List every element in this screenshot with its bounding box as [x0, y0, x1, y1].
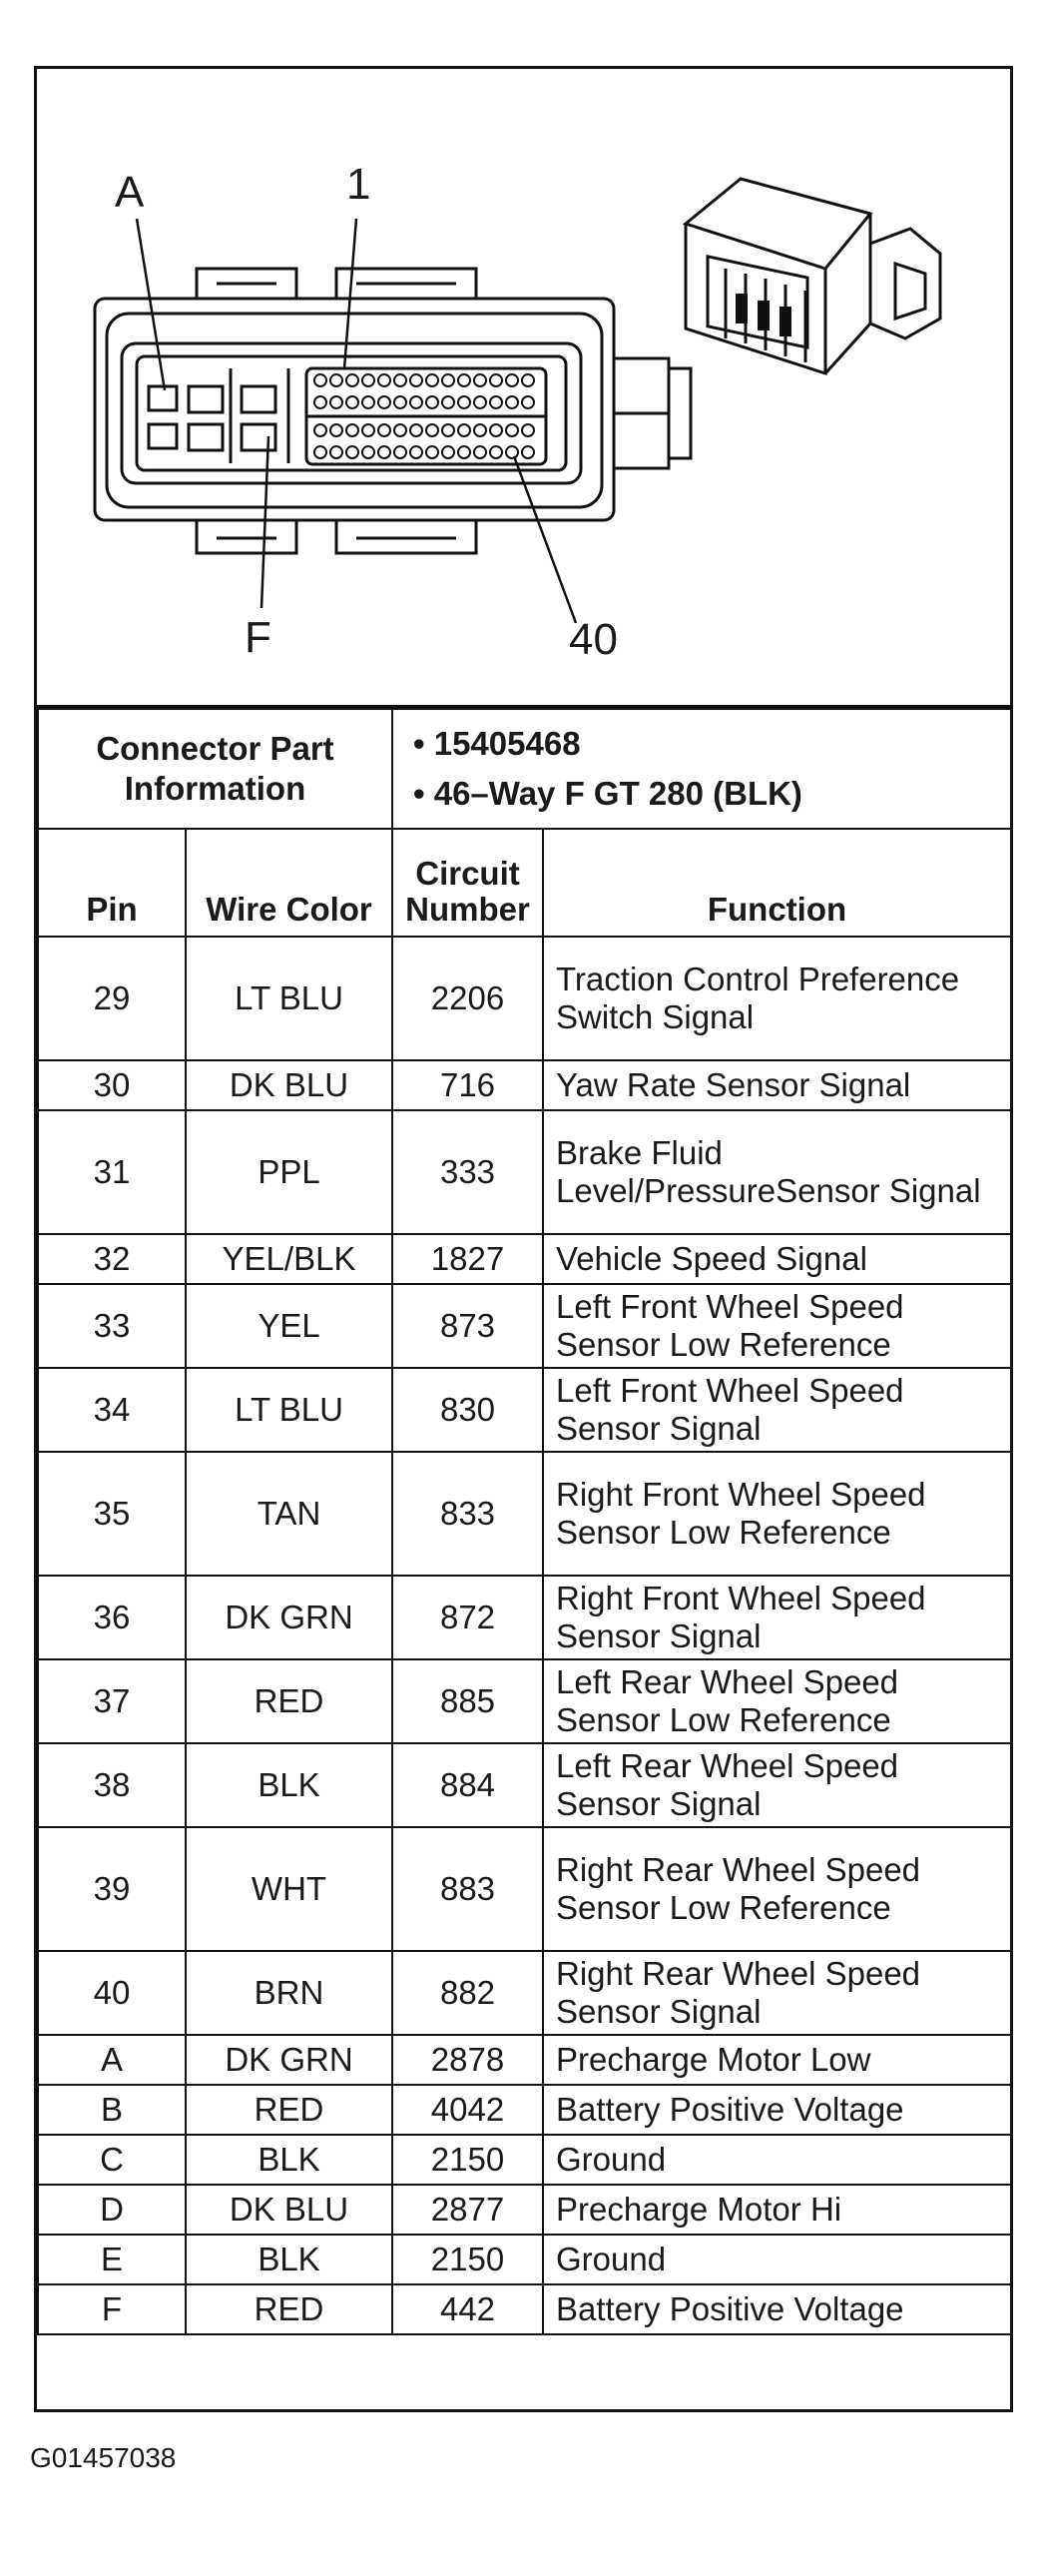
- circuit-number-cell: 4042: [392, 2085, 543, 2135]
- connector-sheet: [34, 66, 1013, 2412]
- wire-color-cell: LT BLU: [186, 1368, 392, 1452]
- circuit-number-cell: 333: [392, 1110, 543, 1234]
- table-row: [38, 1659, 1011, 1743]
- circuit-number-cell: 833: [392, 1452, 543, 1576]
- circuit-number-cell: 872: [392, 1576, 543, 1659]
- table-row: [38, 1452, 1011, 1576]
- circuit-number-cell: 2878: [392, 2035, 543, 2085]
- table-row: [38, 2235, 1011, 2284]
- table-row: [38, 1743, 1011, 1827]
- table-row: [38, 1060, 1011, 1110]
- connector-info-row: [38, 709, 1011, 829]
- function-cell: Left Front Wheel Speed Sensor Signal: [543, 1368, 1011, 1452]
- table-row: [38, 1951, 1011, 2035]
- pin-cell: F: [38, 2284, 186, 2334]
- connector-part-number: • 15405468: [413, 725, 581, 762]
- function-cell: Ground: [543, 2235, 1011, 2284]
- function-cell: Traction Control Preference Switch Signal: [543, 937, 1011, 1060]
- function-cell: Ground: [543, 2135, 1011, 2185]
- wire-color-cell: BRN: [186, 1951, 392, 2035]
- connector-info-values: [392, 709, 1011, 829]
- table-row: [38, 2035, 1011, 2085]
- header-circuit-number: Circuit Number: [392, 829, 543, 937]
- label-40: 40: [569, 615, 618, 664]
- circuit-number-cell: 1827: [392, 1234, 543, 1284]
- label-a: A: [115, 168, 145, 217]
- function-cell: Left Front Wheel Speed Sensor Low Reference: [543, 1284, 1011, 1368]
- table-header-row: [38, 829, 1011, 937]
- function-cell: Precharge Motor Hi: [543, 2185, 1011, 2235]
- wire-color-cell: YEL: [186, 1284, 392, 1368]
- connector-info-label: Connector Part Information: [38, 709, 392, 829]
- pin-cell: E: [38, 2235, 186, 2284]
- wire-color-cell: BLK: [186, 2235, 392, 2284]
- wire-color-cell: BLK: [186, 2135, 392, 2185]
- pin-cell: 30: [38, 1060, 186, 1110]
- wire-color-cell: BLK: [186, 1743, 392, 1827]
- circuit-number-cell: 2150: [392, 2135, 543, 2185]
- table-row: [38, 1827, 1011, 1951]
- function-cell: Battery Positive Voltage: [543, 2085, 1011, 2135]
- table-row: [38, 1576, 1011, 1659]
- table-row: [38, 2284, 1011, 2334]
- wire-color-cell: RED: [186, 1659, 392, 1743]
- pin-cell: C: [38, 2135, 186, 2185]
- function-cell: Right Rear Wheel Speed Sensor Low Reference: [543, 1827, 1011, 1951]
- figure-id: G01457038: [30, 2442, 177, 2473]
- function-cell: Yaw Rate Sensor Signal: [543, 1060, 1011, 1110]
- circuit-number-cell: 2150: [392, 2235, 543, 2284]
- header-pin: Pin: [38, 829, 186, 937]
- pinout-table: [37, 708, 1012, 2335]
- connector-diagram: [37, 69, 1010, 708]
- function-cell: Left Rear Wheel Speed Sensor Signal: [543, 1743, 1011, 1827]
- table-row: [38, 1284, 1011, 1368]
- circuit-number-cell: 2877: [392, 2185, 543, 2235]
- wire-color-cell: DK BLU: [186, 2185, 392, 2235]
- connector-iso-icon: [686, 179, 940, 373]
- pin-cell: 31: [38, 1110, 186, 1234]
- pin-cell: D: [38, 2185, 186, 2235]
- table-row: [38, 1110, 1011, 1234]
- circuit-number-cell: 2206: [392, 937, 543, 1060]
- circuit-number-cell: 882: [392, 1951, 543, 2035]
- table-row: [38, 2085, 1011, 2135]
- pin-cell: 29: [38, 937, 186, 1060]
- function-cell: Right Rear Wheel Speed Sensor Signal: [543, 1951, 1011, 2035]
- circuit-number-cell: 883: [392, 1827, 543, 1951]
- connector-face-drawing: [37, 69, 1010, 708]
- table-row: [38, 2185, 1011, 2235]
- wire-color-cell: YEL/BLK: [186, 1234, 392, 1284]
- wire-color-cell: TAN: [186, 1452, 392, 1576]
- table-row: [38, 1234, 1011, 1284]
- circuit-number-cell: 716: [392, 1060, 543, 1110]
- function-cell: Right Front Wheel Speed Sensor Signal: [543, 1576, 1011, 1659]
- table-row: [38, 937, 1011, 1060]
- circuit-number-cell: 884: [392, 1743, 543, 1827]
- pin-cell: 40: [38, 1951, 186, 2035]
- circuit-number-cell: 830: [392, 1368, 543, 1452]
- wire-color-cell: PPL: [186, 1110, 392, 1234]
- pin-cell: 36: [38, 1576, 186, 1659]
- pin-cell: 39: [38, 1827, 186, 1951]
- function-cell: Vehicle Speed Signal: [543, 1234, 1011, 1284]
- circuit-number-cell: 885: [392, 1659, 543, 1743]
- table-row: [38, 1368, 1011, 1452]
- table-row: [38, 2135, 1011, 2185]
- wire-color-cell: DK GRN: [186, 2035, 392, 2085]
- header-wire-color: Wire Color: [186, 829, 392, 937]
- pin-cell: 34: [38, 1368, 186, 1452]
- pin-cell: B: [38, 2085, 186, 2135]
- wire-color-cell: DK GRN: [186, 1576, 392, 1659]
- wire-color-cell: LT BLU: [186, 937, 392, 1060]
- pin-cell: 35: [38, 1452, 186, 1576]
- pin-cell: 33: [38, 1284, 186, 1368]
- label-1: 1: [346, 160, 371, 209]
- pin-cell: 37: [38, 1659, 186, 1743]
- wire-color-cell: RED: [186, 2085, 392, 2135]
- function-cell: Left Rear Wheel Speed Sensor Low Reference: [543, 1659, 1011, 1743]
- circuit-number-cell: 442: [392, 2284, 543, 2334]
- pin-cell: 32: [38, 1234, 186, 1284]
- function-cell: Battery Positive Voltage: [543, 2284, 1011, 2334]
- pin-cell: 38: [38, 1743, 186, 1827]
- circuit-number-cell: 873: [392, 1284, 543, 1368]
- wire-color-cell: WHT: [186, 1827, 392, 1951]
- pin-cell: A: [38, 2035, 186, 2085]
- label-f: F: [245, 613, 271, 662]
- function-cell: Precharge Motor Low: [543, 2035, 1011, 2085]
- function-cell: Brake Fluid Level/PressureSensor Signal: [543, 1110, 1011, 1234]
- connector-type: • 46–Way F GT 280 (BLK): [413, 775, 802, 812]
- wire-color-cell: RED: [186, 2284, 392, 2334]
- header-function: Function: [543, 829, 1011, 937]
- wire-color-cell: DK BLU: [186, 1060, 392, 1110]
- function-cell: Right Front Wheel Speed Sensor Low Reference: [543, 1452, 1011, 1576]
